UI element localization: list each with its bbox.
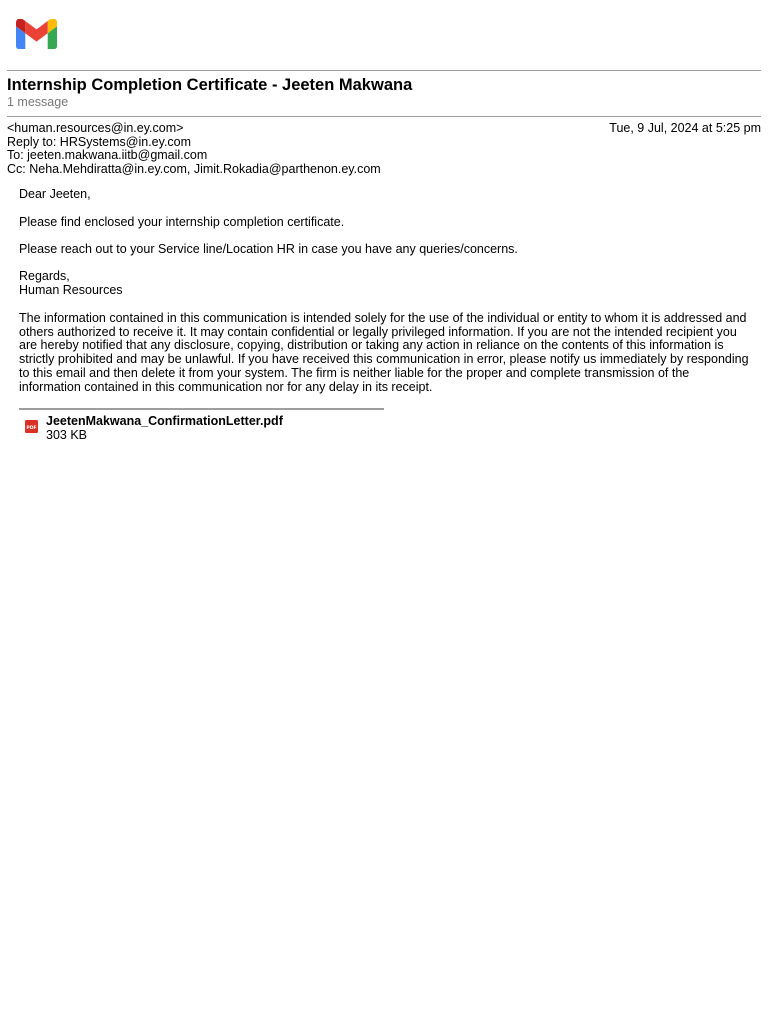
attachment-name[interactable]: JeetenMakwana_ConfirmationLetter.pdf [46, 414, 283, 428]
closing: Regards, [19, 269, 70, 283]
attachment-divider [19, 408, 384, 410]
subject-divider [7, 116, 761, 117]
sender-address[interactable]: <human.resources@in.ey.com> [7, 121, 184, 135]
attachment-size: 303 KB [46, 428, 88, 442]
signature: Human Resources [19, 283, 123, 297]
body-line-2: Please reach out to your Service line/Location HR in case you have any queries/concerns. [19, 242, 518, 256]
email-header-meta [7, 122, 381, 177]
email-date: Tue, 9 Jul, 2024 at 5:25 pm [609, 121, 761, 135]
pdf-file-icon[interactable] [25, 420, 38, 433]
disclaimer: The information contained in this communication is intended solely for the use of the individual or entity to whom it is addressed and others authorized to receive it. It may contain confidential or legally privileged information. If you are not the intended recipient you are hereby notified that any disclosure, copying, distribution or taking any action in reliance on the contents of this information is strictly prohibited and may be unlawful. If you have received this communication in error, please notify us immediately by responding to this email and then delete it from your system. The firm is neither liable for the proper and complete transmission of the information contained in this communication nor for any delay in its receipt. [19, 311, 749, 394]
message-count: 1 message [7, 95, 69, 109]
greeting: Dear Jeeten, [19, 187, 91, 201]
header-divider [7, 70, 761, 71]
to-line: To: jeeten.makwana.iitb@gmail.com [7, 148, 208, 163]
pdf-icon-label: PDF [26, 425, 37, 431]
body-line-1: Please find enclosed your internship completion certificate. [19, 215, 345, 229]
reply-to-line: Reply to: HRSystems@in.ey.com [7, 134, 192, 149]
cc-line: Cc: Neha.Mehdiratta@in.ey.com, Jimit.Rokadia@parthenon.ey.com [7, 162, 381, 177]
email-subject: Internship Completion Certificate - Jeeten Makwana [7, 76, 413, 94]
gmail-logo-icon [16, 19, 57, 49]
